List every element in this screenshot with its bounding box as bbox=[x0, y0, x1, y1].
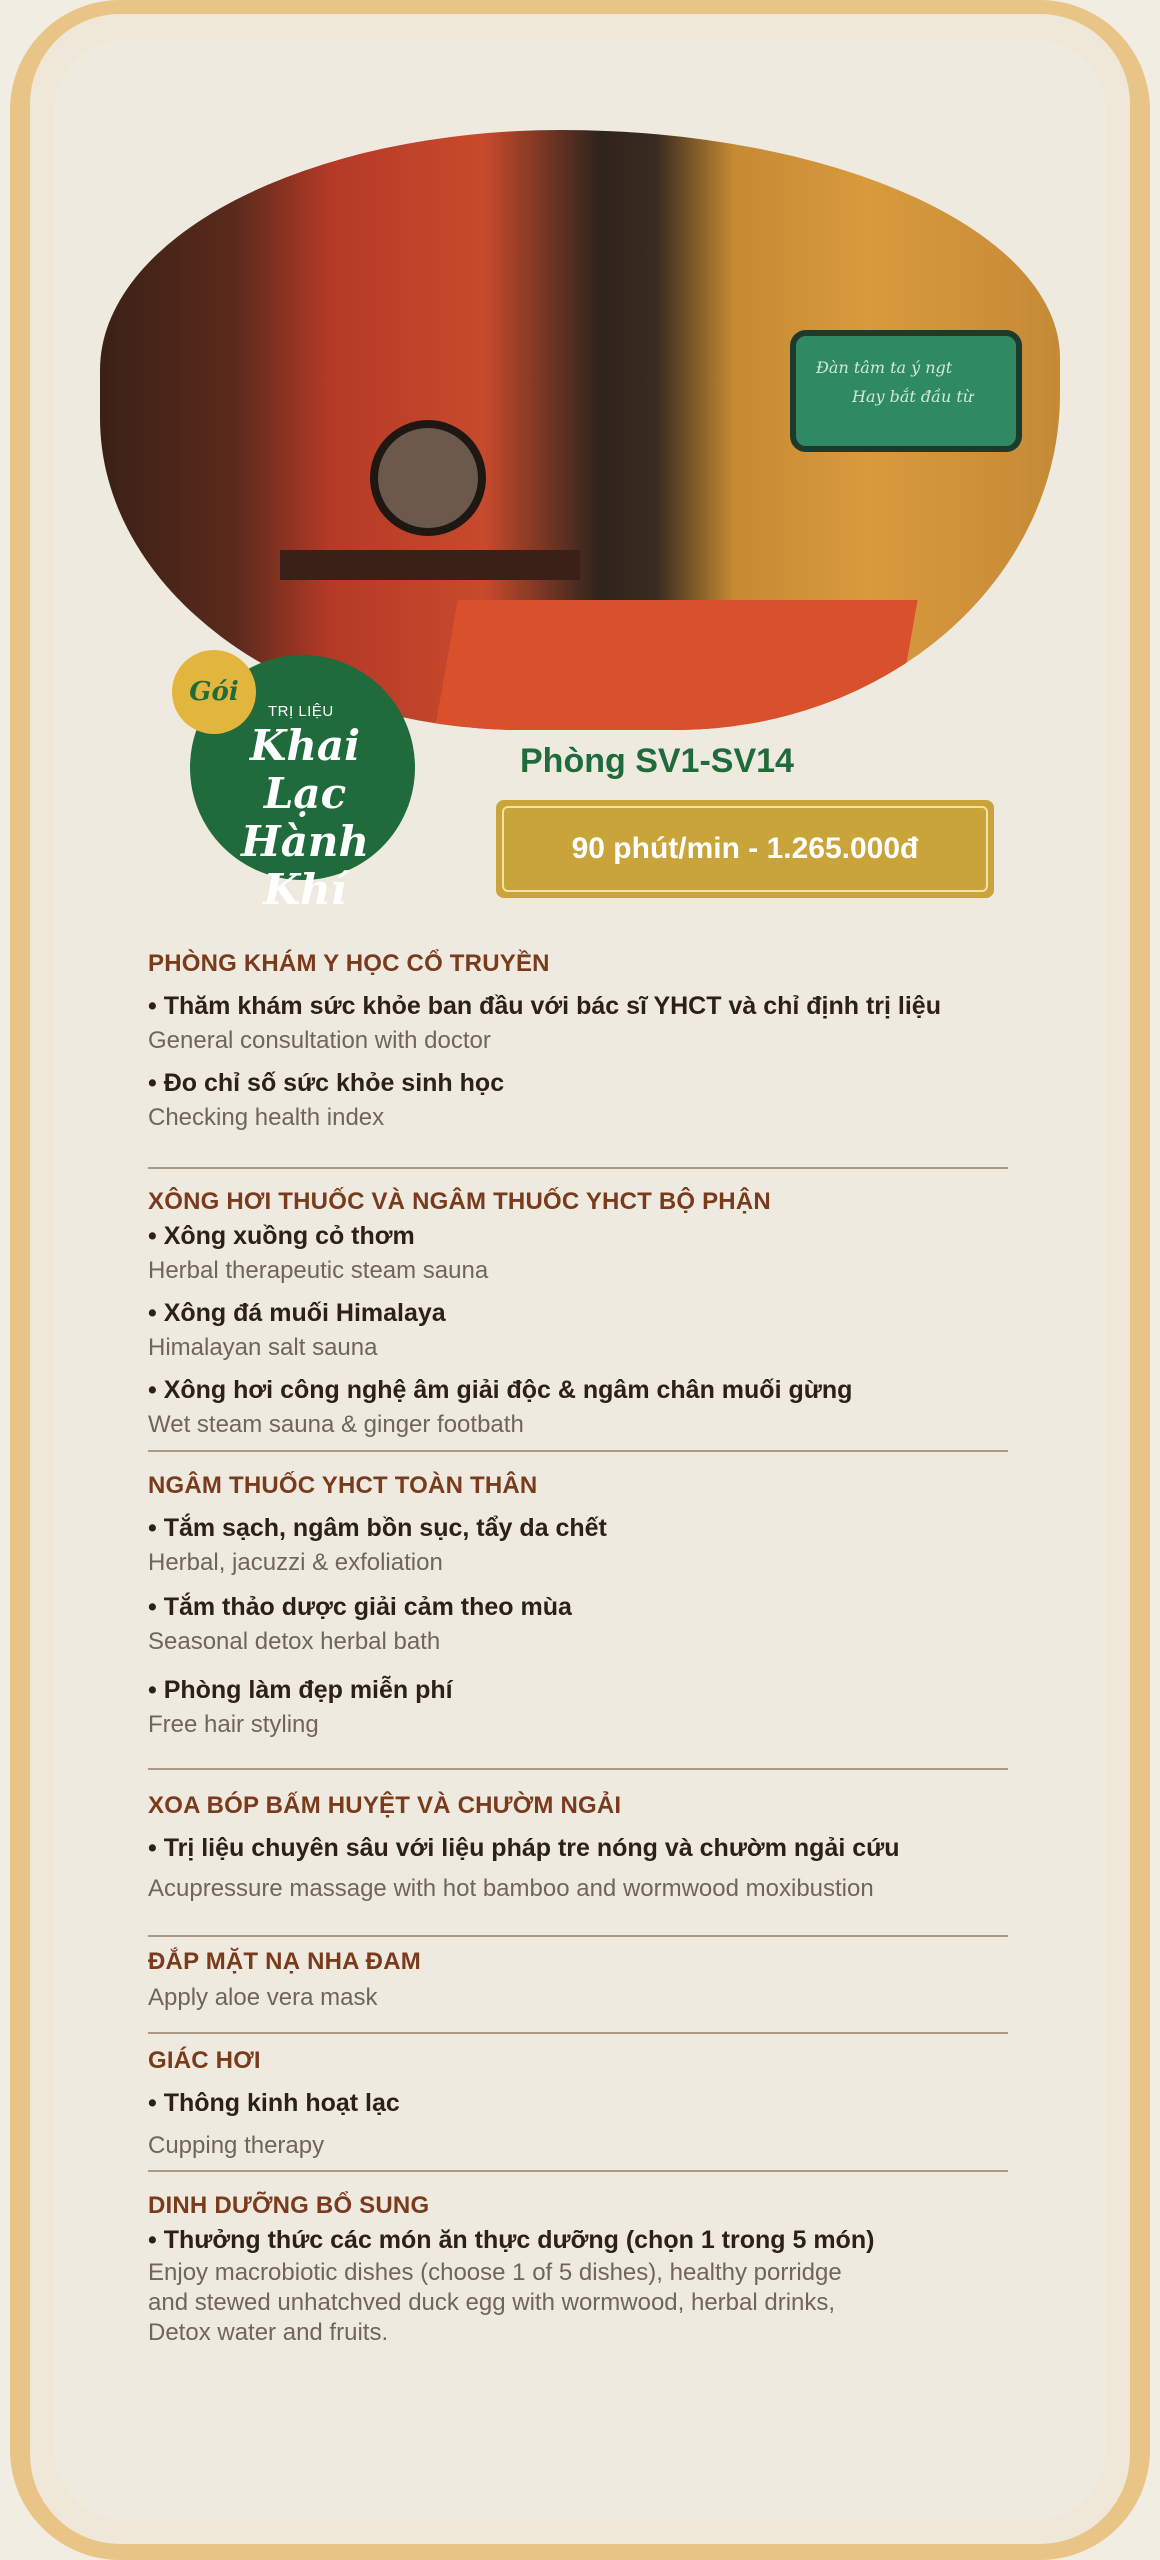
item-en: Free hair styling bbox=[148, 1711, 319, 1738]
section-aloe-mask bbox=[148, 1948, 1048, 2012]
section-title: XÔNG HƠI THUỐC VÀ NGÂM THUỐC YHCT BỘ PHẬN bbox=[148, 1188, 771, 1215]
section-consultation bbox=[148, 950, 1048, 1132]
item-vi: • Thưởng thức các món ăn thực dưỡng (chọn 1 trong 5 món) bbox=[148, 2226, 875, 2254]
item-vi: • Phòng làm đẹp miễn phí bbox=[148, 1676, 453, 1704]
item-en: and stewed unhatchved duck egg with wormwood, herbal drinks, bbox=[148, 2289, 836, 2316]
item-en: Detox water and fruits. bbox=[148, 2319, 389, 2346]
price-box bbox=[496, 800, 994, 898]
section-full-body-soak bbox=[148, 1472, 1048, 1739]
item-vi: • Xông đá muối Himalaya bbox=[148, 1299, 446, 1327]
divider bbox=[148, 1935, 1008, 1937]
badge-package-name bbox=[205, 722, 405, 914]
item-en: Herbal therapeutic steam sauna bbox=[148, 1257, 489, 1284]
section-acupressure bbox=[148, 1792, 1048, 1903]
section-title: DINH DƯỠNG BỔ SUNG bbox=[148, 2192, 430, 2219]
item-en: Checking health index bbox=[148, 1104, 385, 1131]
section-title: XOA BÓP BẤM HUYỆT VÀ CHƯỜM NGẢI bbox=[148, 1792, 622, 1819]
item-vi: • Trị liệu chuyên sâu với liệu pháp tre nóng và chườm ngải cứu bbox=[148, 1834, 900, 1862]
item-en: Seasonal detox herbal bath bbox=[148, 1628, 441, 1655]
section-title: PHÒNG KHÁM Y HỌC CỔ TRUYỀN bbox=[148, 950, 550, 977]
badge-name-line2: Hành Khí bbox=[241, 817, 369, 914]
section-title: NGÂM THUỐC YHCT TOÀN THÂN bbox=[148, 1472, 538, 1499]
divider bbox=[148, 2170, 1008, 2172]
item-en: General consultation with doctor bbox=[148, 1027, 491, 1054]
item-en: Apply aloe vera mask bbox=[148, 1984, 378, 2011]
photo-shelf bbox=[280, 550, 580, 580]
photo-round-mirror bbox=[370, 420, 486, 536]
item-en: Himalayan salt sauna bbox=[148, 1334, 378, 1361]
section-steam bbox=[148, 1188, 1048, 1439]
item-en: Cupping therapy bbox=[148, 2132, 325, 2159]
item-vi: • Thăm khám sức khỏe ban đầu với bác sĩ YHCT và chỉ định trị liệu bbox=[148, 992, 941, 1020]
item-vi: • Xông hơi công nghệ âm giải độc & ngâm chân muối gừng bbox=[148, 1376, 853, 1404]
item-en: Acupressure massage with hot bamboo and wormwood moxibustion bbox=[148, 1875, 874, 1902]
photo-massage-bed bbox=[422, 600, 917, 730]
section-cupping bbox=[148, 2047, 1048, 2160]
divider bbox=[148, 1167, 1008, 1169]
divider bbox=[148, 2032, 1008, 2034]
section-title: ĐẮP MẶT NẠ NHA ĐAM bbox=[148, 1948, 421, 1975]
divider bbox=[148, 1768, 1008, 1770]
item-vi: • Tắm sạch, ngâm bồn sục, tẩy da chết bbox=[148, 1514, 607, 1542]
photo-watercolor-mask bbox=[100, 130, 1060, 730]
item-vi: • Xông xuồng cỏ thơm bbox=[148, 1222, 415, 1250]
item-en: Enjoy macrobiotic dishes (choose 1 of 5 dishes), healthy porridge bbox=[148, 2259, 842, 2286]
photo-sign-line1: Đàn tâm ta ý ngt bbox=[816, 358, 953, 377]
item-vi: • Đo chỉ số sức khỏe sinh học bbox=[148, 1069, 505, 1097]
section-nutrition bbox=[148, 2192, 1048, 2347]
price-text: 90 phút/min - 1.265.000đ bbox=[502, 806, 988, 892]
spa-room-photo bbox=[80, 90, 1080, 730]
item-vi: • Thông kinh hoạt lạc bbox=[148, 2089, 400, 2117]
item-en: Herbal, jacuzzi & exfoliation bbox=[148, 1549, 443, 1576]
divider bbox=[148, 1450, 1008, 1452]
photo-wall-sign bbox=[790, 330, 1022, 452]
badge-goi-label: Gói bbox=[172, 650, 256, 734]
section-title: GIÁC HƠI bbox=[148, 2047, 261, 2074]
item-vi: • Tắm thảo dược giải cảm theo mùa bbox=[148, 1593, 572, 1621]
photo-sign-line2: Hay bắt đầu từ bbox=[852, 387, 974, 406]
badge-subtitle: TRỊ LIỆU bbox=[268, 703, 334, 720]
badge-name-line1: Khai Lạc bbox=[249, 721, 361, 818]
room-label: Phòng SV1-SV14 bbox=[520, 742, 794, 780]
item-en: Wet steam sauna & ginger footbath bbox=[148, 1411, 524, 1438]
